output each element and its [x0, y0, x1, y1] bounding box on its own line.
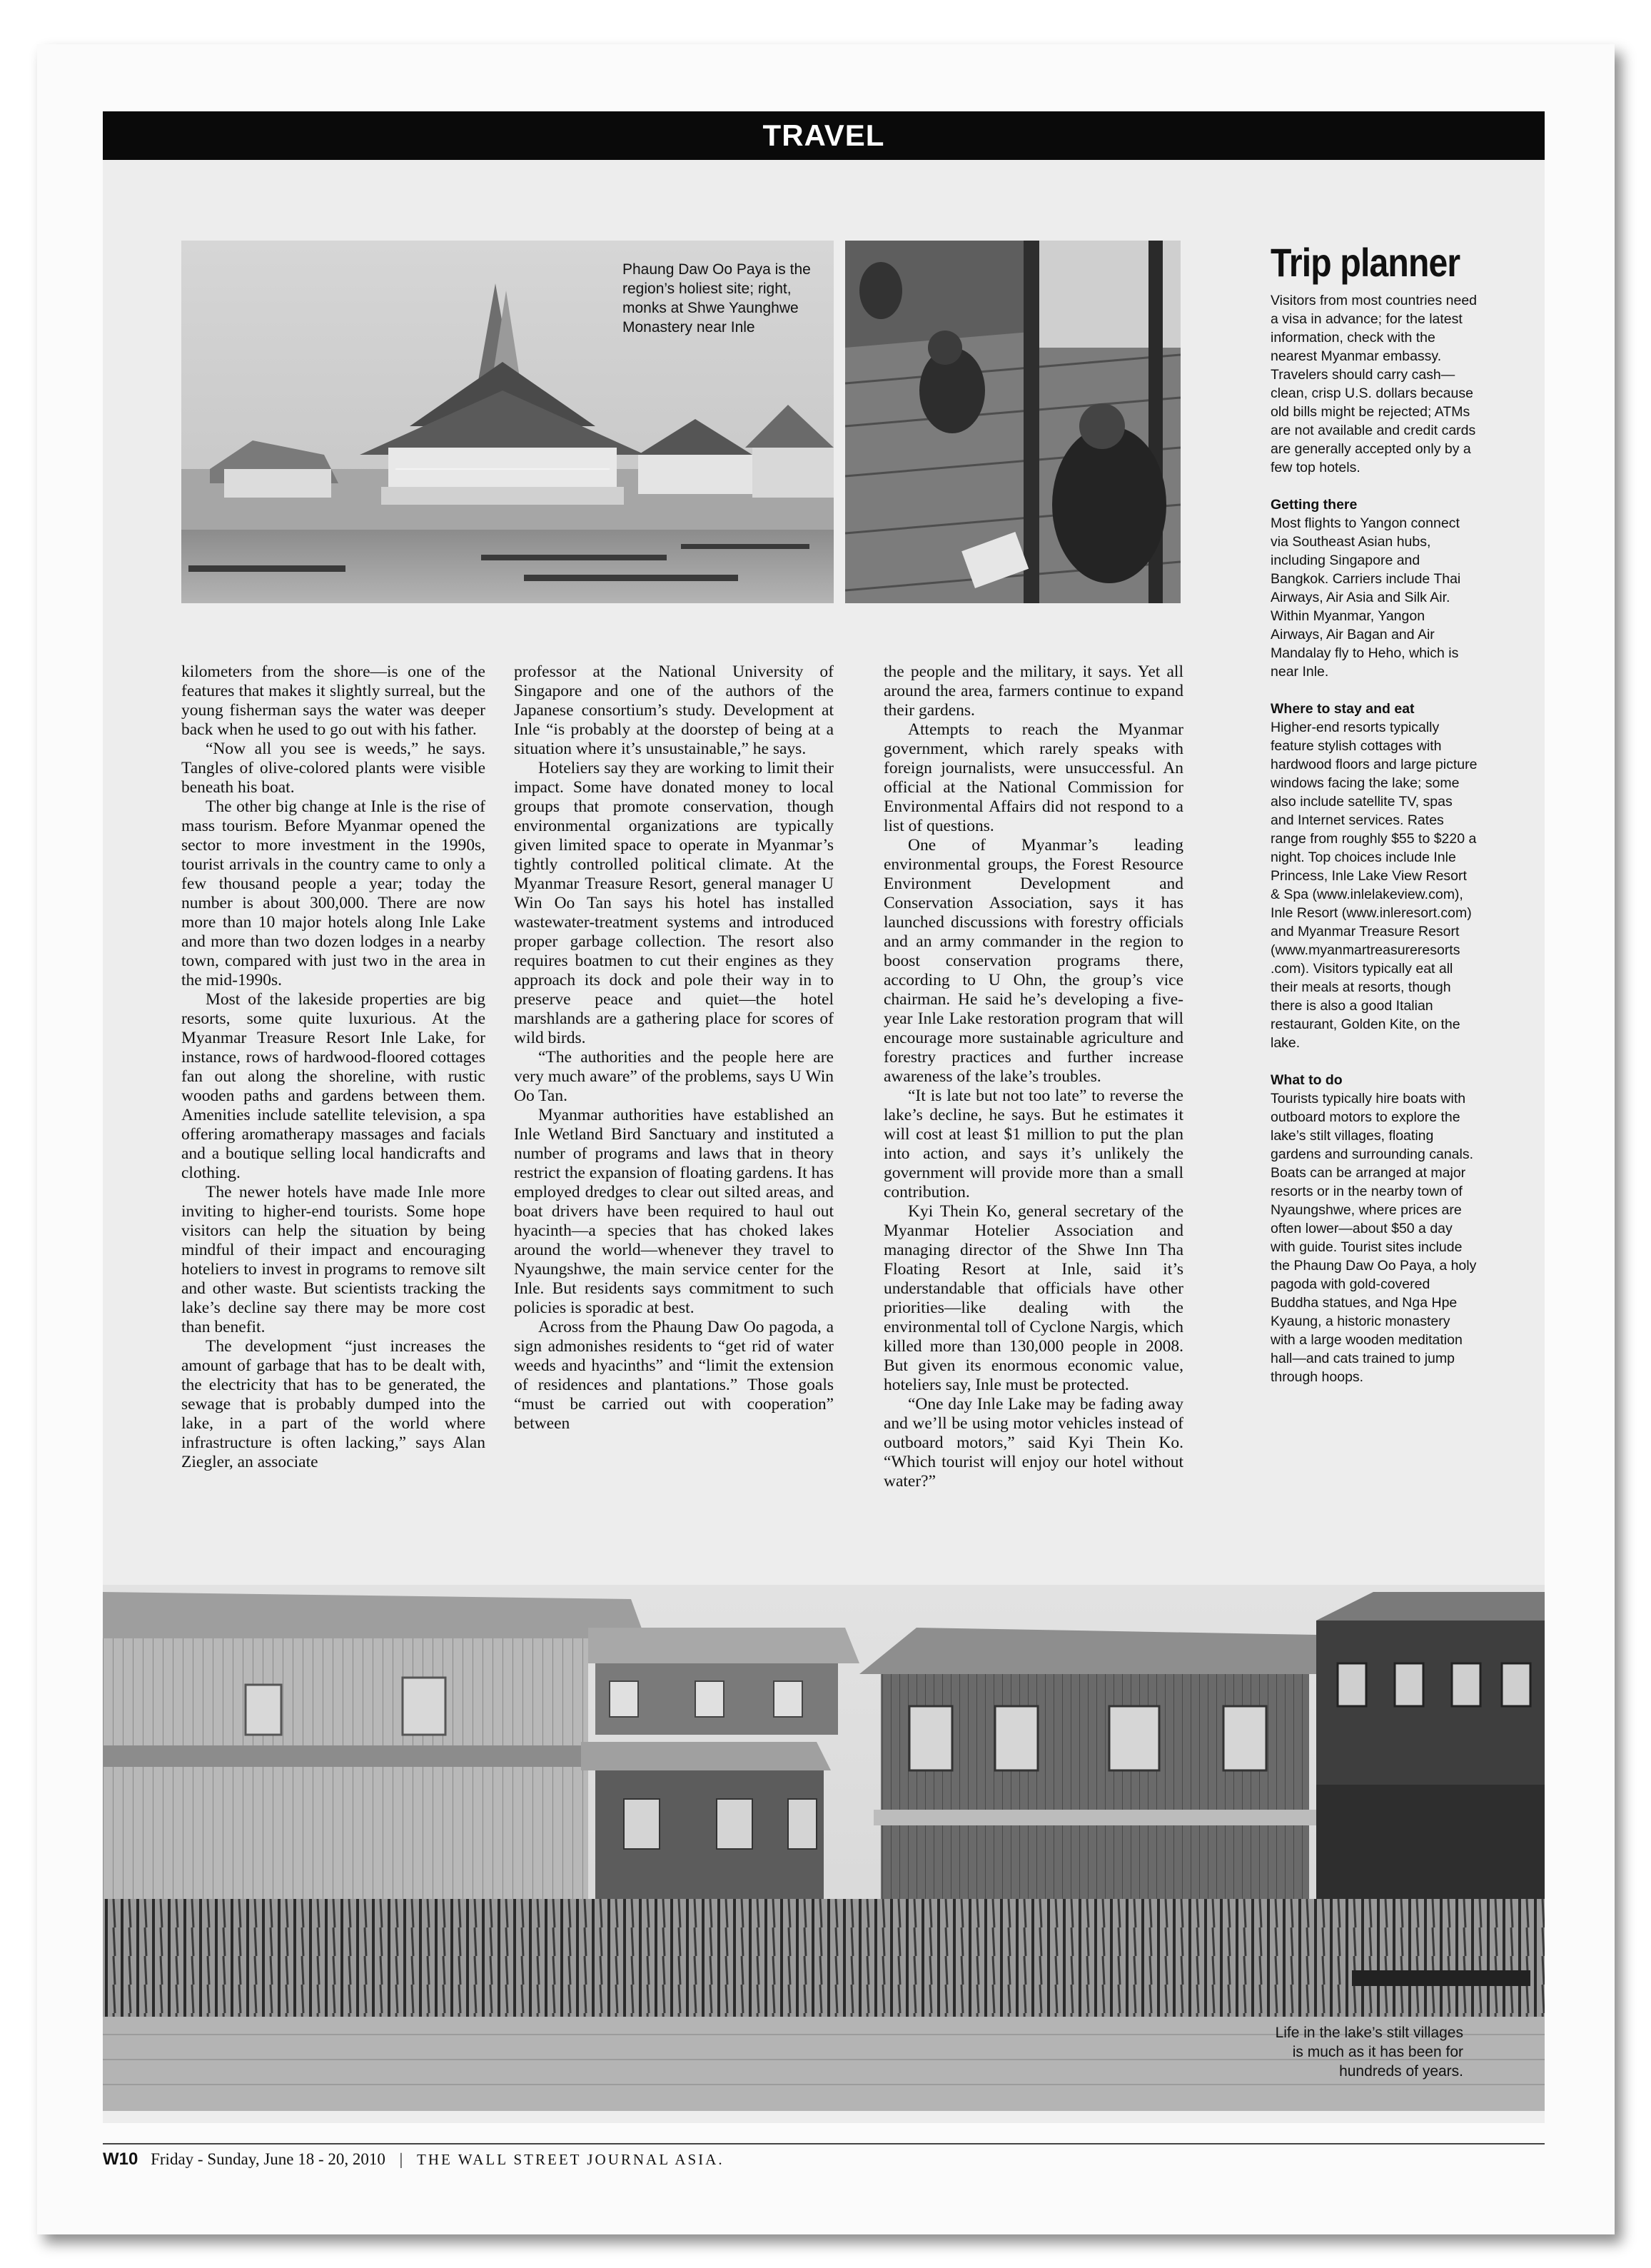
sidebar-body: Tourists typically hire boats with outboard motors to explore the lake’s stilt villages, floating gardens and surrounding canals. Boats can be arranged at major resorts or in the nearby town of Nyaungshwe, where prices are often lower—about $50 a day with guide. Tourist sites include the Phaung Daw Oo Paya, a holy pagoda with gold-covered Buddha statues, and Nga Hpe Kyaung, a historic monastery with a large wooden meditation hall—and cats trained to jump through hoops. [1271, 1091, 1477, 1385]
paragraph: “The authorities and the people here are very much aware” of the problems, says U Win Oo Tan. [514, 1048, 834, 1105]
paragraph: Across from the Phaung Daw Oo pagoda, a sign admonishes residents to “get rid of water weeds and hyacinths” and “limit the extension of residences and plantations.” Those goals “must be carried out with cooperation” between [514, 1318, 834, 1433]
paragraph: Kyi Thein Ko, general secretary of the Myanmar Hotelier Association and managing director of the Shwe Inn Tha Floating Resort at Inle, said it’s understandable that officials have other priorities—like dealing with the environmental toll of Cyclone Nargis, which killed more than 130,000 people in 2008. But given its enormous economic value, hoteliers say, Inle must be protected. [884, 1202, 1183, 1394]
paragraph: “Now all you see is weeds,” he says. Tangles of olive-colored plants were visible beneath his boat. [181, 740, 485, 797]
paragraph: The development “just increases the amount of garbage that has to be dealt with, the electricity that has to be generated, the sewage that is probably dumped into the lake, in a part of the world where infrastructure is often lacking,” says Alan Ziegler, an associate [181, 1337, 485, 1471]
footer-rule [103, 2143, 1545, 2144]
article-column-2 [514, 662, 834, 1433]
sidebar-title: Trip planner [1271, 240, 1460, 285]
page-footer [103, 2149, 724, 2170]
paragraph: the people and the military, it says. Yet all around the area, farmers continue to expand their gardens. [884, 662, 1183, 720]
paragraph: One of Myanmar’s leading environmental groups, the Forest Resource Environment Development and Conservation Association, says it has launched discussions with forestry officials and an army commander in the region to boost conservation programs there, according to U Ohn, the group’s vice chairman. He said he’s developing a five-year Inle Lake restoration program that will encourage more sustainable agriculture and forestry practices and further increase awareness of the lake’s troubles. [884, 836, 1183, 1086]
article-column-1 [181, 662, 485, 1472]
paragraph: kilometers from the shore—is one of the features that makes it slightly surreal, but the young fisherman says the water was deeper back when he used to go out with his father. [181, 662, 485, 739]
publication-name: THE WALL STREET JOURNAL ASIA. [417, 2151, 724, 2168]
section-header: TRAVEL [103, 111, 1545, 160]
paragraph: “It is late but not too late” to reverse the lake’s decline, he says. But he estimates it will cost at least $1 million to put the plan into action, and says it’s unlikely the government will provide more than a small contribution. [884, 1087, 1183, 1201]
sidebar-body: Higher-end resorts typically feature stylish cottages with hardwood floors and large picture windows facing the lake; some also include satellite TV, spas and Internet services. Rates range from roughly $55 to $220 a night. Top choices include Inle Princess, Inle Lake View Resort & Spa (www.inlelakeview.com), Inle Resort (www.inleresort.com) and Myanmar Treasure Resort (www.myanmartreasureresorts .com). Visitors typically eat all their meals at resorts, though there is also a good Italian restaurant, Golden Kite, on the lake. [1271, 720, 1478, 1051]
sidebar-heading: Where to stay and eat [1271, 701, 1415, 717]
paragraph: Attempts to reach the Myanmar government, which rarely speaks with foreign journalists, were unsuccessful. An official at the National Commission for Environmental Affairs did not respond to a list of questions. [884, 720, 1183, 835]
monks-photo [845, 241, 1181, 603]
paragraph: Hoteliers say they are working to limit their impact. Some have donated money to local groups that promote conservation, though environmental organizations are typically given limited space to operate in Myanmar’s tightly controlled political climate. At the Myanmar Treasure Resort, general manager U Win Oo Tan says his hotel has installed wastewater-treatment systems and introduced proper garbage collection. The resort also requires boatmen to cut their engines as they approach its dock and pole their way in to preserve peace and quiet—the hotel marshlands are a gathering place for scores of wild birds. [514, 759, 834, 1047]
issue-date: Friday - Sunday, June 18 - 20, 2010 [151, 2150, 385, 2168]
bottom-photo-caption: Life in the lake’s stilt villages is much as it has been for hundreds of years. [1275, 2025, 1463, 2080]
trip-planner-sidebar [1271, 237, 1478, 1386]
paragraph: “One day Inle Lake may be fading away and we’ll be using motor vehicles instead of outboard motors,” said Kyi Thein Ko. “Which tourist will enjoy our hotel without water?” [884, 1395, 1183, 1491]
paragraph: Myanmar authorities have established an Inle Wetland Bird Sanctuary and instituted a number of programs and laws that in theory restrict the expansion of floating gardens. It has employed dredges to clear out silted areas, and boat drivers have been required to haul out hyacinth—a species that has choked lakes around the world—whenever they travel to Nyaungshwe, the main service center for the Inle. But residents says commitment to such policies is sporadic at best. [514, 1106, 834, 1317]
paragraph: Most of the lakeside properties are big resorts, some quite luxurious. At the Myanmar Treasure Resort Inle Lake, for instance, rows of hardwood-floored cottages fan out along the shoreline, with rustic wooden paths and gardens between them. Amenities include satellite television, a spa offering aromatherapy massages and facials and a boutique selling local handicrafts and clothing. [181, 990, 485, 1182]
paragraph: professor at the National University of Singapore and one of the authors of the Japanese consortium’s study. Development at Inle “is probably at the doorstep of being at a situation where it’s unsustainable,” he says. [514, 662, 834, 758]
sidebar-body: Most flights to Yangon connect via Southeast Asian hubs, including Singapore and Bangkok. Carriers include Thai Airways, Air Asia and Silk Air. Within Myanmar, Yangon Airways, Air Bagan and Air Mandalay fly to Heho, which is near Inle. [1271, 515, 1461, 680]
article-column-3 [884, 662, 1183, 1491]
paragraph: The newer hotels have made Inle more inviting to higher-end tourists. Some hope visitors can help the situation by being mindful of their impact and encouraging hoteliers to invest in programs to remove silt and other waste. But scientists tracking the lake’s decline say there may be more cost than benefit. [181, 1183, 485, 1336]
sidebar-heading: Getting there [1271, 497, 1358, 513]
sidebar-heading: What to do [1271, 1072, 1343, 1088]
footer-separator: | [399, 2150, 403, 2168]
top-photo-caption: Phaung Daw Oo Paya is the region’s holiest site; right, monks at Shwe Yaunghwe Monastery near Inle [622, 261, 811, 336]
paragraph: The other big change at Inle is the rise of mass tourism. Before Myanmar opened the sector to more investment in the 1990s, tourist arrivals in the country came to only a few thousand people a year; today the number is about 300,000. There are now more than 10 major hotels along Inle Lake and more than two dozen lodges in a nearby town, compared with just two in the area in the mid-1990s. [181, 797, 485, 989]
sidebar-intro: Visitors from most countries need a visa in advance; for the latest information, check with the nearest Myanmar embassy. Travelers should carry cash—clean, crisp U.S. dollars because old bills might be rejected; ATMs are not available and credit cards are generally accepted only by a few top hotels. [1271, 293, 1478, 475]
page-number: W10 [103, 2149, 138, 2169]
